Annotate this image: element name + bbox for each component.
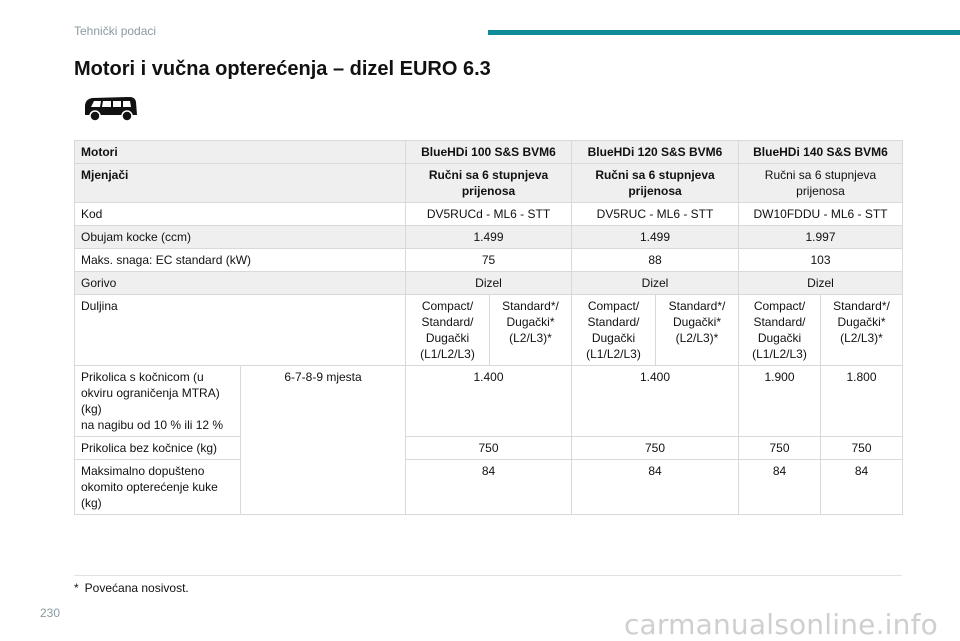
table-row <box>75 203 903 226</box>
code-value: DV5RUCd - ML6 - STT <box>406 203 572 226</box>
braked-trailer-value: 1.400 <box>406 366 572 437</box>
fuel-value: Dizel <box>406 272 572 295</box>
power-value: 103 <box>739 249 903 272</box>
length-label: Duljina <box>75 295 406 366</box>
footnote-marker: * <box>74 581 79 595</box>
displacement-value: 1.499 <box>572 226 739 249</box>
table-row <box>75 272 903 295</box>
length-value: Standard*/ Dugački* (L2/L3)* <box>656 295 739 366</box>
page-title: Motori i vučna opterećenja – dizel EURO 6.3 <box>74 58 491 80</box>
table-row <box>75 460 903 515</box>
code-label: Kod <box>75 203 406 226</box>
braked-trailer-label-slope: na nagibu od 10 % ili 12 % <box>81 418 224 432</box>
table-row <box>75 226 903 249</box>
van-icon <box>82 93 138 123</box>
watermark: carmanualsonline.info <box>623 608 938 641</box>
power-value: 88 <box>572 249 739 272</box>
unbraked-trailer-value: 750 <box>572 437 739 460</box>
length-value: Standard*/ Dugački* (L2/L3)* <box>821 295 903 366</box>
table-row <box>75 366 903 437</box>
page-number: 230 <box>40 606 61 620</box>
fuel-label: Gorivo <box>75 272 406 295</box>
motor-label: Motori <box>75 141 406 164</box>
table-row <box>75 164 903 203</box>
footnote-divider <box>74 575 902 576</box>
table-row <box>75 249 903 272</box>
code-value: DV5RUC - ML6 - STT <box>572 203 739 226</box>
fuel-value: Dizel <box>572 272 739 295</box>
nose-weight-label: Maksimalno dopušteno okomito opterećenje kuke (kg) <box>75 460 241 515</box>
nose-weight-value: 84 <box>739 460 821 515</box>
gearbox-label: Mjenjači <box>75 164 406 203</box>
braked-trailer-label-main: Prikolica s kočnicom (u okviru ograničenja MTRA) (kg) <box>81 370 220 416</box>
seats-label: 6-7-8-9 mjesta <box>241 366 406 515</box>
table-row <box>75 295 903 366</box>
nose-weight-value: 84 <box>821 460 903 515</box>
length-value: Compact/ Standard/ Dugački (L1/L2/L3) <box>739 295 821 366</box>
footnote <box>74 581 189 595</box>
section-label: Tehnički podaci <box>74 24 157 38</box>
gearbox-value: Ručni sa 6 stupnjeva prijenosa <box>406 164 572 203</box>
displacement-value: 1.997 <box>739 226 903 249</box>
section-accent-bar <box>488 30 960 35</box>
braked-trailer-label <box>75 366 241 437</box>
footnote-text: Povećana nosivost. <box>84 581 189 595</box>
code-value: DW10FDDU - ML6 - STT <box>739 203 903 226</box>
displacement-label: Obujam kocke (ccm) <box>75 226 406 249</box>
braked-trailer-value: 1.400 <box>572 366 739 437</box>
engine-spec-table <box>74 140 903 515</box>
fuel-value: Dizel <box>739 272 903 295</box>
braked-trailer-value: 1.900 <box>739 366 821 437</box>
table-row <box>75 141 903 164</box>
unbraked-trailer-value: 750 <box>406 437 572 460</box>
length-value: Compact/ Standard/ Dugački (L1/L2/L3) <box>572 295 656 366</box>
length-value: Compact/ Standard/ Dugački (L1/L2/L3) <box>406 295 490 366</box>
unbraked-trailer-value: 750 <box>739 437 821 460</box>
gearbox-value: Ručni sa 6 stupnjeva prijenosa <box>572 164 739 203</box>
unbraked-trailer-value: 750 <box>821 437 903 460</box>
motor-name: BlueHDi 120 S&S BVM6 <box>572 141 739 164</box>
length-value: Standard*/ Dugački* (L2/L3)* <box>490 295 572 366</box>
power-label: Maks. snaga: EC standard (kW) <box>75 249 406 272</box>
motor-name: BlueHDi 140 S&S BVM6 <box>739 141 903 164</box>
table-row <box>75 437 903 460</box>
displacement-value: 1.499 <box>406 226 572 249</box>
unbraked-trailer-label: Prikolica bez kočnice (kg) <box>75 437 241 460</box>
nose-weight-value: 84 <box>406 460 572 515</box>
braked-trailer-value: 1.800 <box>821 366 903 437</box>
gearbox-value: Ručni sa 6 stupnjeva prijenosa <box>739 164 903 203</box>
power-value: 75 <box>406 249 572 272</box>
nose-weight-value: 84 <box>572 460 739 515</box>
motor-name: BlueHDi 100 S&S BVM6 <box>406 141 572 164</box>
